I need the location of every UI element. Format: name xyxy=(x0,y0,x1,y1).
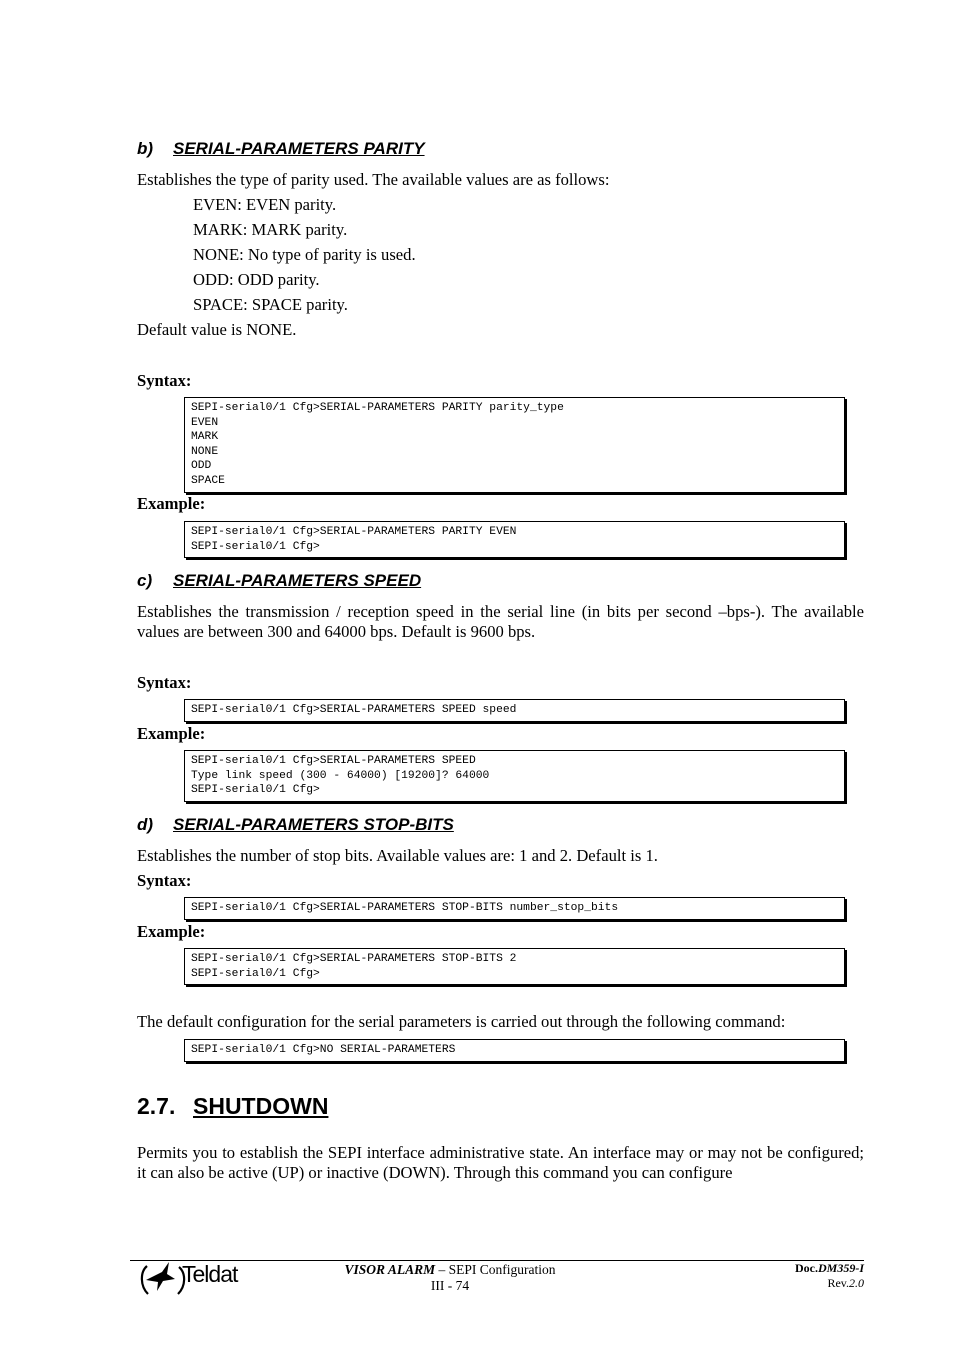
list-item: ODD: ODD parity. xyxy=(193,270,320,289)
section-d-example-box xyxy=(184,948,845,985)
code-line: ODD xyxy=(191,460,212,473)
footer-rev-prefix: Rev. xyxy=(827,1276,849,1290)
list-item: EVEN: EVEN parity. xyxy=(193,195,337,214)
section-b-example-box xyxy=(184,521,845,558)
code-line: SEPI-serial0/1 Cfg> xyxy=(191,967,320,980)
section-c-example-label: Example: xyxy=(137,724,206,743)
code-line: SEPI-serial0/1 Cfg>SERIAL-PARAMETERS STOP-BITS 2 xyxy=(191,953,517,965)
code-line: SEPI-serial0/1 Cfg> xyxy=(191,540,320,553)
section-d-intro: Establishes the number of stop bits. Available values are: 1 and 2. Default is 1. xyxy=(137,846,658,865)
footer-doc-prefix: Doc. xyxy=(794,1261,818,1275)
teldat-wordmark: Teldat xyxy=(182,1261,238,1287)
section-d-example-label: Example: xyxy=(137,922,206,941)
list-item: MARK: MARK parity. xyxy=(193,220,348,239)
shutdown-text: Permits you to establish the SEPI interface administrative state. An interface may or may not be configured; it can also be active (UP) or inactive (DOWN). Through this command you can configure xyxy=(137,1143,864,1182)
code-line: NONE xyxy=(191,445,219,458)
footer-center xyxy=(300,1262,600,1294)
section-c-heading xyxy=(137,571,421,591)
section-c-example-box xyxy=(184,750,845,802)
footer-section: – SEPI Configuration xyxy=(435,1262,556,1277)
footer-rev-number: 2.0 xyxy=(849,1276,864,1290)
code-line: SEPI-serial0/1 Cfg> xyxy=(191,784,320,797)
section-d-heading xyxy=(137,815,454,835)
code-line: SEPI-serial0/1 Cfg>SERIAL-PARAMETERS SPEED speed xyxy=(191,704,517,716)
section-c-syntax-box xyxy=(184,699,845,722)
code-line: SEPI-serial0/1 Cfg>SERIAL-PARAMETERS PARITY EVEN xyxy=(191,526,517,538)
footer-page-number: III - 74 xyxy=(430,1278,470,1293)
section-c-number: c) xyxy=(137,571,153,590)
parity-values-list xyxy=(193,195,416,315)
section-d-syntax-label: Syntax: xyxy=(137,871,192,890)
shutdown-number: 2.7. xyxy=(137,1093,176,1119)
teldat-logo xyxy=(138,1258,248,1298)
list-item: SPACE: SPACE parity. xyxy=(193,295,348,314)
code-line: SEPI-serial0/1 Cfg>NO SERIAL-PARAMETERS xyxy=(191,1044,456,1056)
code-line: MARK xyxy=(191,431,219,444)
footer-doc-info xyxy=(795,1261,864,1291)
code-line: EVEN xyxy=(191,416,219,429)
footer-doc-id: DM359-I xyxy=(817,1261,864,1275)
section-b-heading xyxy=(137,139,425,159)
section-b-title: SERIAL-PARAMETERS PARITY xyxy=(173,139,425,158)
section-d-number: d) xyxy=(137,815,154,834)
section-d-syntax-box xyxy=(184,897,845,920)
code-line: SPACE xyxy=(191,474,225,487)
shutdown-heading xyxy=(137,1093,328,1120)
default-config-box xyxy=(184,1039,845,1062)
section-b-syntax-label: Syntax: xyxy=(137,371,192,390)
section-c-title: SERIAL-PARAMETERS SPEED xyxy=(173,571,422,590)
code-line: SEPI-serial0/1 Cfg>SERIAL-PARAMETERS PARITY parity_type xyxy=(191,402,564,414)
section-c-syntax-label: Syntax: xyxy=(137,673,192,692)
code-line: SEPI-serial0/1 Cfg>SERIAL-PARAMETERS STOP-BITS number_stop_bits xyxy=(191,902,619,914)
section-d-title: SERIAL-PARAMETERS STOP-BITS xyxy=(173,815,454,834)
section-b-number: b) xyxy=(137,139,154,158)
section-b-syntax-box xyxy=(184,397,845,493)
code-line: SEPI-serial0/1 Cfg>SERIAL-PARAMETERS SPEED xyxy=(191,755,476,767)
section-c-intro: Establishes the transmission / reception speed in the serial line (in bits per second –bps-). The available values are between 300 and 64000 bps. Default is 9600 bps. xyxy=(137,602,864,641)
shutdown-title: SHUTDOWN xyxy=(193,1093,329,1119)
section-b-default: Default value is NONE. xyxy=(137,320,297,339)
default-config-text: The default configuration for the serial parameters is carried out through the following command: xyxy=(137,1012,786,1031)
footer-product: VISOR ALARM xyxy=(344,1262,436,1277)
list-item: NONE: No type of parity is used. xyxy=(193,245,416,264)
section-b-intro: Establishes the type of parity used. The available values are as follows: xyxy=(137,170,610,189)
teldat-bird-icon xyxy=(138,1258,188,1298)
section-b-example-label: Example: xyxy=(137,494,206,513)
code-line: Type link speed (300 - 64000) [19200]? 64000 xyxy=(191,769,490,782)
